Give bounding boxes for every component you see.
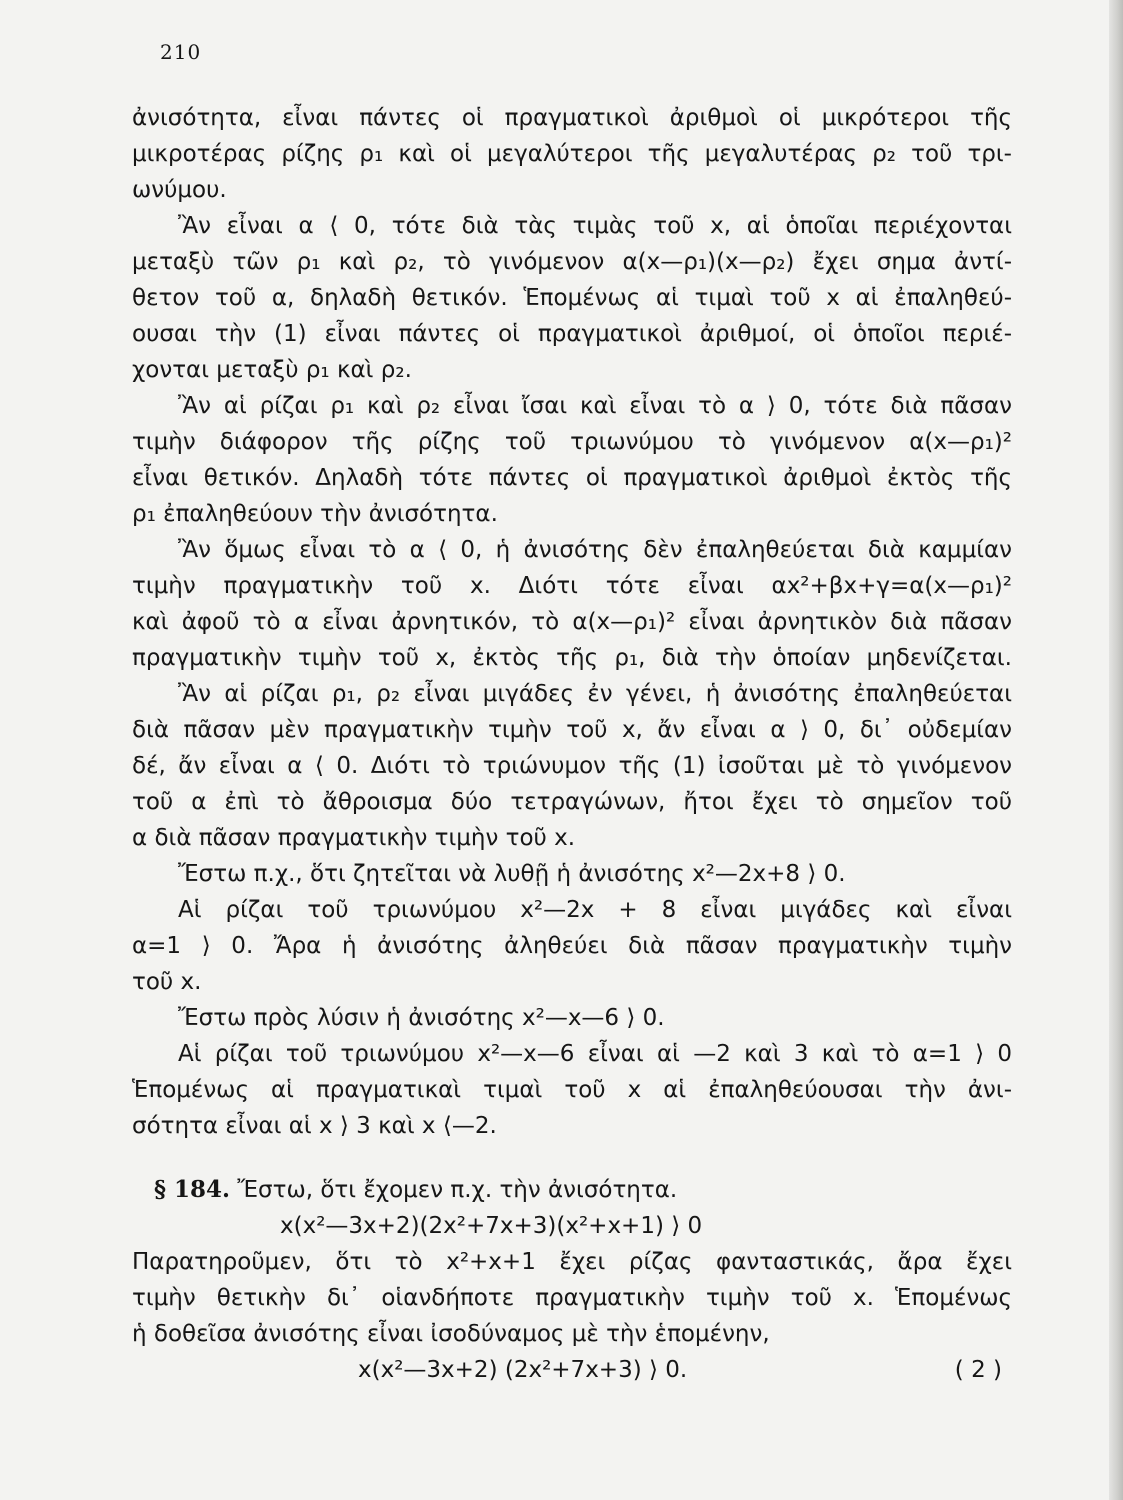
text-line: Ἑπομένως αἱ πραγματικαὶ τιμαὶ τοῦ x αἱ ἐπαληθεύουσαι τὴν ἀνι- xyxy=(132,1077,1012,1103)
text-line: χονται μεταξὺ ρ₁ καὶ ρ₂. xyxy=(132,357,412,383)
text-line: α=1 ⟩ 0. Ἄρα ἡ ἀνισότης ἀληθεύει διὰ πᾶσαν πραγματικὴν τιμὴν xyxy=(132,933,1012,959)
text-line: τιμὴν πραγματικὴν τοῦ x. Διότι τότε εἶναι αx²+βx+γ=α(x—ρ₁)² xyxy=(132,573,1012,599)
final-inequality-row xyxy=(132,1352,1012,1388)
final-inequality: x(x²—3x+2) (2x²+7x+3) ⟩ 0. xyxy=(358,1357,688,1383)
body-text xyxy=(132,100,1012,1388)
text-line: Ἂν αἱ ρίζαι ρ₁, ρ₂ εἶναι μιγάδες ἐν γένει, ἡ ἀνισότης ἐπαληθεύεται xyxy=(178,681,1012,707)
text-line: εἶναι θετικόν. Δηλαδὴ τότε πάντες οἱ πραγματικοὶ ἀριθμοὶ ἐκτὸς τῆς xyxy=(132,465,1012,491)
text-line: ουσαι τὴν (1) εἶναι πάντες οἱ πραγματικοὶ ἀριθμοί, οἱ ὁποῖοι περιέ- xyxy=(132,321,1012,347)
text-line: ρ₁ ἐπαληθεύουν τὴν ἀνισότητα. xyxy=(132,501,498,527)
section-heading xyxy=(132,1172,1012,1208)
text-line: μεταξὺ τῶν ρ₁ καὶ ρ₂, τὸ γινόμενον α(x—ρ₁)(x—ρ₂) ἔχει σημα ἀντί- xyxy=(132,249,1012,275)
section-mark: § 184. xyxy=(154,1176,231,1203)
text-line: τοῦ x. xyxy=(132,969,202,995)
text-line: ἡ δοθεῖσα ἀνισότης εἶναι ἰσοδύναμος μὲ τὴν ἑπομένην, xyxy=(132,1321,770,1347)
text-line: Ἂν αἱ ρίζαι ρ₁ καὶ ρ₂ εἶναι ἴσαι καὶ εἶναι τὸ α ⟩ 0, τότε διὰ πᾶσαν xyxy=(178,393,1012,419)
text-line: Ἔστω π.χ., ὅτι ζητεῖται νὰ λυθῇ ἡ ἀνισότης x²—2x+8 ⟩ 0. xyxy=(178,861,846,887)
text-line: τιμὴν διάφορον τῆς ρίζης τοῦ τριωνύμου τὸ γινόμενον α(x—ρ₁)² xyxy=(132,429,1012,455)
text-line: ωνύμου. xyxy=(132,177,227,203)
text-line: Ἂν εἶναι α ⟨ 0, τότε διὰ τὰς τιμὰς τοῦ x, αἱ ὁποῖαι περιέχονται xyxy=(178,213,1012,239)
text-line: Ἂν ὅμως εἶναι τὸ α ⟨ 0, ἡ ἀνισότης δὲν ἐπαληθεύεται διὰ καμμίαν xyxy=(178,537,1012,563)
text-line: μικροτέρας ρίζης ρ₁ καὶ οἱ μεγαλύτεροι τῆς μεγαλυτέρας ρ₂ τοῦ τρι- xyxy=(132,141,1012,167)
text-line: Ἔστω πρὸς λύσιν ἡ ἀνισότης x²—x—6 ⟩ 0. xyxy=(178,1005,665,1031)
text-line: δέ, ἄν εἶναι α ⟨ 0. Διότι τὸ τριώνυμον τῆς (1) ἰσοῦται μὲ τὸ γινόμενον xyxy=(132,753,1012,779)
text-line: Αἱ ρίζαι τοῦ τριωνύμου x²—x—6 εἶναι αἱ —2 καὶ 3 καὶ τὸ α=1 ⟩ 0 xyxy=(178,1041,1012,1067)
text-line: Αἱ ρίζαι τοῦ τριωνύμου x²—2x + 8 εἶναι μιγάδες καὶ εἶναι xyxy=(178,897,1012,923)
text-line: Παρατηροῦμεν, ὅτι τὸ x²+x+1 ἔχει ρίζας φανταστικάς, ἄρα ἔχει xyxy=(132,1249,1012,1275)
text-line: ἀνισότητα, εἶναι πάντες οἱ πραγματικοὶ ἀριθμοὶ οἱ μικρότεροι τῆς xyxy=(132,105,1012,131)
section-gap xyxy=(132,1144,1012,1172)
text-line: σότητα εἶναι αἱ x ⟩ 3 καὶ x ⟨—2. xyxy=(132,1113,497,1139)
page-edge xyxy=(1109,0,1123,1500)
text-line: διὰ πᾶσαν μὲν πραγματικὴν τιμὴν τοῦ x, ἄν εἶναι α ⟩ 0, δι᾽ οὐδεμίαν xyxy=(132,717,1012,743)
text-line: θετον τοῦ α, δηλαδὴ θετικόν. Ἑπομένως αἱ τιμαὶ τοῦ x αἱ ἐπαληθεύ- xyxy=(132,285,1012,311)
text-line: καὶ ἀφοῦ τὸ α εἶναι ἀρνητικόν, τὸ α(x—ρ₁)² εἶναι ἀρνητικὸν διὰ πᾶσαν xyxy=(132,609,1012,635)
text-line: τοῦ α ἐπὶ τὸ ἄθροισμα δύο τετραγώνων, ἤτοι ἔχει τὸ σημεῖον τοῦ xyxy=(132,789,1012,815)
page-number: 210 xyxy=(160,40,202,64)
section-intro: Ἔστω, ὅτι ἔχομεν π.χ. τὴν ἀνισότητα. xyxy=(237,1177,678,1203)
inequality: x(x²—3x+2)(2x²+7x+3)(x²+x+1) ⟩ 0 xyxy=(280,1213,703,1239)
text-line: τιμὴν θετικὴν δι᾽ οἱανδήποτε πραγματικὴν τιμὴν τοῦ x. Ἑπομένως xyxy=(132,1285,1012,1311)
equation-number: ( 2 ) xyxy=(954,1357,1002,1383)
text-line: πραγματικὴν τιμὴν τοῦ x, ἐκτὸς τῆς ρ₁, διὰ τὴν ὁποίαν μηδενίζεται. xyxy=(132,645,1012,671)
text-line: α διὰ πᾶσαν πραγματικὴν τιμὴν τοῦ x. xyxy=(132,825,576,851)
